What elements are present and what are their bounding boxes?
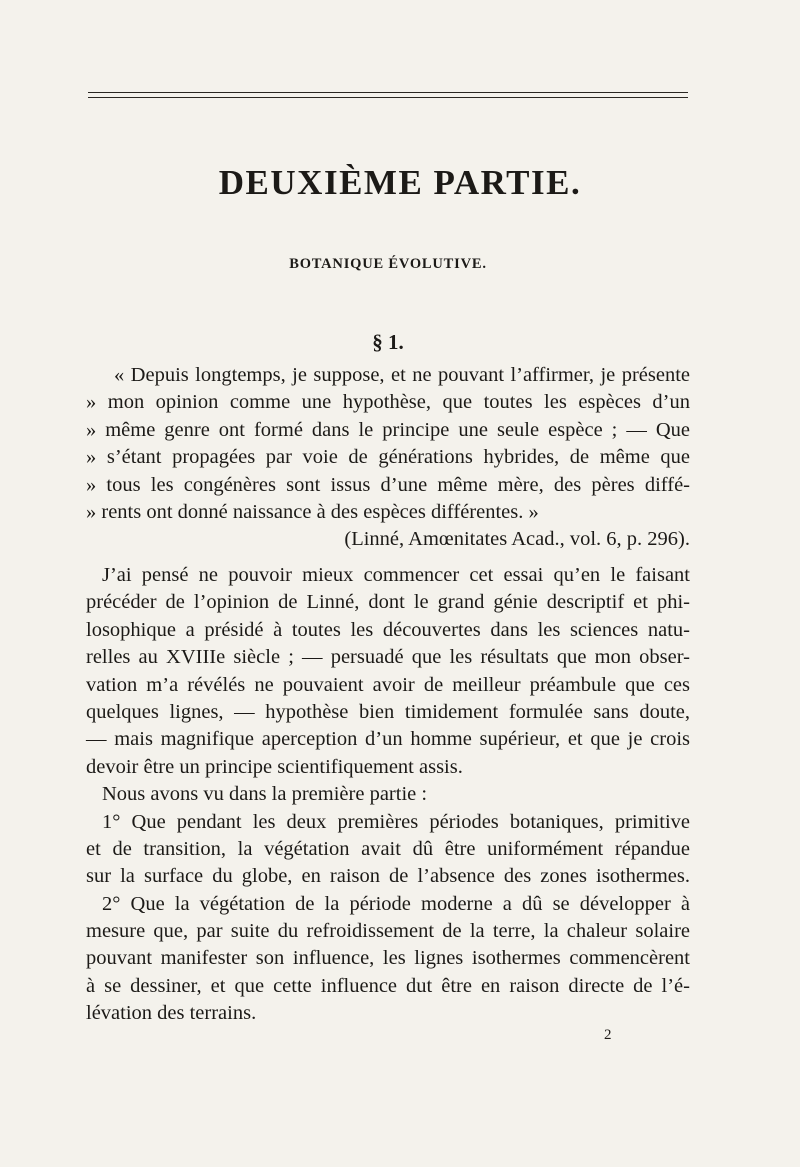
paragraph-line: relles au XVIIIe siècle ; — persuadé que les résultats que mon obser- <box>86 646 690 669</box>
paragraph-line: à se dessiner, et que cette influence dut être en raison directe de l’é- <box>86 974 690 997</box>
paragraph-line: losophique a présidé à toutes les découvertes dans les sciences natu- <box>86 618 690 641</box>
header-rule <box>88 92 688 93</box>
quote-line: » même genre ont formé dans le principe une seule espèce ; — Que <box>86 418 690 441</box>
paragraph-line: mesure que, par suite du refroidissement de la terre, la chaleur solaire <box>86 920 690 943</box>
paragraph-line: précéder de l’opinion de Linné, dont le grand génie descriptif et phi- <box>86 591 690 614</box>
quote-line: » rents ont donné naissance à des espèces différentes. » <box>86 500 539 523</box>
quote-line: » s’étant propagées par voie de générations hybrides, de même que <box>86 446 690 469</box>
page-number: 2 <box>604 1027 612 1043</box>
paragraph-line: — mais magnifique aperception d’un homme supérieur, et que je crois <box>86 728 690 751</box>
paragraph-line: quelques lignes, — hypothèse bien timidement formulée sans doute, <box>86 700 690 723</box>
paragraph-line: 1° Que pendant les deux premières périodes botaniques, primitive <box>102 810 690 833</box>
quote-line: » mon opinion comme une hypothèse, que toutes les espèces d’un <box>86 391 690 414</box>
paragraph-line: et de transition, la végétation avait dû être uniformément répandue <box>86 837 690 860</box>
section-heading: § 1. <box>372 330 404 354</box>
part-title: DEUXIÈME PARTIE. <box>218 163 582 202</box>
part-subtitle: BOTANIQUE ÉVOLUTIVE. <box>289 256 487 272</box>
paragraph-line: J’ai pensé ne pouvoir mieux commencer cet essai qu’en le faisant <box>102 564 690 586</box>
paragraph-line: pouvant manifester son influence, les lignes isothermes commencèrent <box>86 947 690 970</box>
paragraph-line: vation m’a révélés ne pouvaient avoir de meilleur préambule que ces <box>86 673 690 696</box>
linnaeus-quote <box>86 362 690 554</box>
body-text <box>86 562 690 1028</box>
quote-citation: (Linné, Amœnitates Acad., vol. 6, p. 296). <box>344 528 690 551</box>
quote-line: « Depuis longtemps, je suppose, et ne pouvant l’affirmer, je présente <box>114 364 690 386</box>
header-rule-thin <box>88 97 688 98</box>
paragraph-line: Nous avons vu dans la première partie : <box>102 783 428 806</box>
paragraph-line: lévation des terrains. <box>86 1002 257 1025</box>
paragraph-line: 2° Que la végétation de la période moderne a dû se développer à <box>102 892 690 915</box>
paragraph-line: sur la surface du globe, en raison de l’absence des zones isothermes. <box>86 865 690 888</box>
paragraph-line: devoir être un principe scientifiquement assis. <box>86 755 463 778</box>
quote-line: » tous les congénères sont issus d’une même mère, des pères diffé- <box>86 473 690 496</box>
